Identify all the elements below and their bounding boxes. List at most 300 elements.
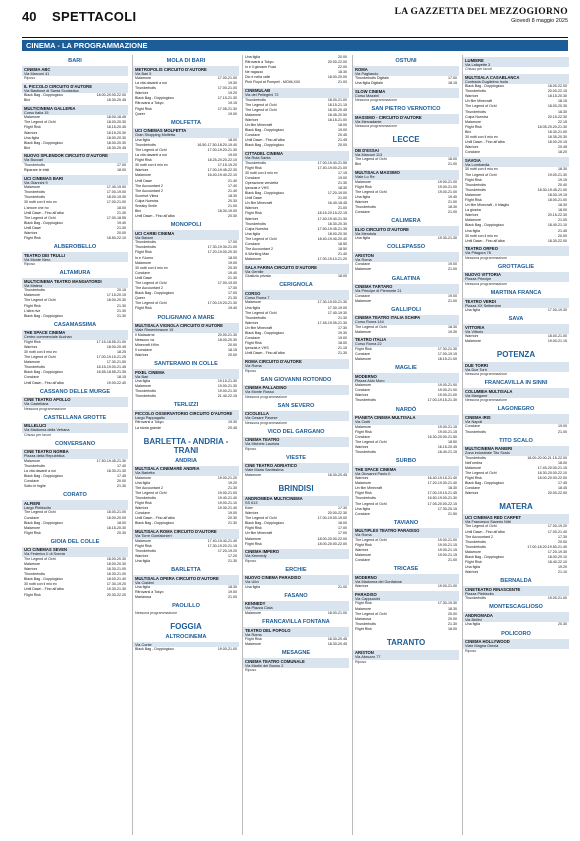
showtimes: 17.30-19.20 <box>106 582 126 587</box>
showtimes: 18.30-20.00-22.10 <box>537 470 567 475</box>
city-heading: COLLEPASSO <box>386 244 426 251</box>
city-heading: FOGGIA <box>170 622 202 632</box>
film-title: 30 notti con il mio ex <box>24 582 57 587</box>
film-title: Warriors <box>135 553 149 558</box>
showtimes: 17.30-19.00 <box>327 305 347 310</box>
film-title: The Accountant 2 <box>135 188 163 193</box>
film-title: Una figlia <box>135 480 150 485</box>
film-title: Flight Risk <box>355 601 372 606</box>
film-title: 30 notti con il mio ex <box>135 265 168 270</box>
page-number: 40 <box>22 9 37 24</box>
film-title: Thunderbolts <box>245 221 266 226</box>
showtime-row <box>133 559 239 564</box>
showtimes: 17.20-19.20 <box>217 548 237 553</box>
showtimes: 18.15 <box>448 81 457 86</box>
cinema-header <box>22 423 128 433</box>
film-title: Thunderbolts <box>355 450 376 454</box>
film-title: Una figlia <box>465 565 480 570</box>
showtimes: 18.00-22.00 <box>547 84 567 89</box>
showtimes: 17.00-19.15-21.30 <box>427 398 457 403</box>
film-title: Malamore <box>245 112 261 117</box>
showtimes: 21.30 <box>228 275 237 280</box>
showtimes: 18.00-18.45 <box>106 115 126 120</box>
masthead: LA GAZZETTA DEL MEZZOGIORNO <box>394 7 568 17</box>
film-title: Malamore <box>245 536 261 541</box>
showtimes: 21.40 <box>228 178 237 183</box>
cinema-address: Viale Magna Grecia <box>465 644 499 649</box>
city-heading: BARI <box>68 58 82 64</box>
cinema-name: UCI CINEMAS RED CARPET <box>465 514 522 520</box>
showtime-row <box>22 531 128 536</box>
film-title: Una figlia <box>355 506 370 511</box>
showtimes: 17.00 <box>117 162 126 167</box>
cinema-name: TEATRO DEI TRULLI <box>24 252 66 258</box>
showtimes: 20.00 <box>228 352 237 357</box>
showtimes: 18.15 <box>228 347 237 352</box>
film-title: Malamore <box>135 173 151 178</box>
cinema-address: Piazza Plebiscito <box>465 591 494 596</box>
film-title: La giostra <box>465 208 481 213</box>
showtimes: 21.30 <box>117 313 126 318</box>
city-heading: SANTERAMO IN COLLE <box>154 361 218 368</box>
cinema-name: TEATRO ITALIA <box>355 337 387 343</box>
showtimes: 19.30 <box>228 81 237 86</box>
film-title: Conclave <box>245 133 260 138</box>
showtimes: 20.00-21.30 <box>217 332 237 337</box>
showtimes: 17.00-19.40-21.55 <box>317 160 347 165</box>
showtimes: 17.15 <box>338 170 347 175</box>
film-title: Until Dawn - Fino all'alba <box>465 529 505 534</box>
showtimes: 18.30-19.45-21.00 <box>537 187 567 192</box>
film-title: Malamore <box>135 76 151 80</box>
showtimes: 21.30 <box>117 210 126 215</box>
cinema-name: CINEMULAB <box>245 88 271 94</box>
film-title: Flight Risk <box>135 106 152 111</box>
showtimes: 20.00-22.30 <box>327 511 347 516</box>
showtimes: 17.30 <box>338 505 347 510</box>
showtimes: 18.00 <box>558 460 567 465</box>
cinema-name: DB D'ESSAI <box>355 147 379 153</box>
cinema-name: ROMA <box>355 66 368 72</box>
film-title: Thunderbolts <box>135 389 156 394</box>
status-note: Riposo <box>245 668 257 673</box>
showtimes: 18.30 <box>448 486 457 491</box>
cinema-name: MULTICINEMA GALLERIA <box>24 105 76 111</box>
film-title: 30 notti con il mio ex <box>24 350 57 354</box>
film-title: Flight Risk <box>24 530 41 535</box>
showtimes: 18.40-22.10 <box>547 560 567 565</box>
showtimes: 21.00 <box>448 267 457 272</box>
cinema-name: ANDROMEDA MULTICINEMA <box>245 496 303 502</box>
cinema-header <box>243 601 349 611</box>
city-heading: CALIMERA <box>391 218 421 225</box>
showtimes: 20.15-22.30 <box>547 213 567 218</box>
showtimes: 19.00-21.00 <box>437 584 457 589</box>
film-title: Una figlia <box>135 379 150 384</box>
cinema-name: KENNEDY <box>245 601 266 607</box>
status-note: Riposo <box>245 368 257 373</box>
showtimes: 20.00 <box>338 55 347 59</box>
city-heading: GALATINA <box>391 275 421 282</box>
film-title: Malamore <box>465 339 481 344</box>
showtimes: 19.00 <box>338 175 347 180</box>
city-heading: POLIGNANO A MARE <box>157 314 215 321</box>
cinema-name: SLOW CINEMA <box>355 88 386 94</box>
showtime-row <box>243 143 349 148</box>
cinema-header <box>243 658 349 668</box>
showtimes: 19.00-21.00 <box>437 393 457 398</box>
issue-date: Giovedì 8 maggio 2025 <box>511 18 568 24</box>
showtimes: 17.20-19.30-21.40 <box>427 481 457 486</box>
film-title: Una figlia <box>135 558 150 563</box>
showtimes: 18.00-21.00 <box>547 197 567 202</box>
cinema-name: CICOLELLA <box>245 411 269 417</box>
cinema-header <box>22 397 128 407</box>
cinema-address: Via Bastione di Santa Scolastica <box>24 88 79 93</box>
showtimes: 16.30-20.00-21.50 <box>427 434 457 439</box>
showtimes: 18.00-20.30 <box>547 104 567 109</box>
cinema-header <box>353 415 459 425</box>
showtime-row <box>22 381 128 386</box>
showtimes: 18.30-20.45 <box>106 98 126 103</box>
showtimes: 17.15-20.15 <box>106 293 126 298</box>
film-title: Thunderbolts <box>355 398 376 403</box>
film-title: Black Bag - Doppiogioco <box>245 521 285 526</box>
city-heading: GIOIA DEL COLLE <box>50 538 100 545</box>
showtimes: 21.00 <box>338 80 347 85</box>
film-title: Thunderbolts <box>465 539 486 544</box>
cinema-address: Via Buccari <box>24 158 44 163</box>
film-title: The Legend of Ochi <box>135 281 167 285</box>
showtimes: 17.00-21.00 <box>106 200 126 205</box>
showtimes: 18.00 <box>448 157 457 162</box>
film-title: The Legend of Ochi <box>24 298 56 303</box>
cinema-name: PIANETA CINEMA MULTISALA <box>355 415 416 421</box>
film-title: The Accountant 2 <box>135 183 163 188</box>
film-title: The Legend of Ochi <box>355 611 387 616</box>
cinema-header <box>133 466 239 476</box>
showtime-row <box>22 146 128 151</box>
showtimes: 17.00-19.00 <box>106 190 126 195</box>
city-heading: GALLIPOLI <box>391 306 421 313</box>
film-title: Flight Risk <box>135 501 152 506</box>
showtimes: 17.00-19.00-19.00 <box>317 516 347 521</box>
showtimes: 19.40 <box>448 194 457 199</box>
showtimes: 17.40-19.00 <box>106 185 126 190</box>
city-heading: CONVERSANO <box>54 440 96 447</box>
film-title: Ritrovarsi a Tokyo <box>135 420 164 425</box>
showtime-row <box>353 584 459 589</box>
cinema-name: CINEMA TEATRO ITALIA SCHIPA <box>355 315 421 321</box>
showtimes: 20.00 <box>117 230 126 235</box>
showtime-row <box>133 647 239 652</box>
cinema-header <box>353 114 459 124</box>
showtimes: 19.30-21.30 <box>437 236 457 241</box>
showtimes: 19.00-21.00 <box>437 179 457 184</box>
cinema-header <box>243 290 349 300</box>
cinema-header <box>353 170 459 180</box>
status-note: Nessuna programmazione <box>245 394 288 399</box>
showtimes: 19.15 <box>558 177 567 182</box>
cinema-header <box>243 575 349 585</box>
showtimes: 18.30-21.00 <box>547 129 567 134</box>
cinema-name: ARISTON <box>355 252 374 258</box>
showtime-row <box>463 308 569 313</box>
film-title: Malamore <box>24 185 40 190</box>
showtimes: 18.30 <box>338 185 347 190</box>
film-title: 30 notti con il mio ex <box>245 170 278 175</box>
showtimes: 19.00-21.15 <box>547 339 567 344</box>
film-title: Until Dawn <box>135 178 153 183</box>
cinema-address: Via Roma <box>355 533 372 538</box>
showtimes: 19.20 <box>228 480 237 485</box>
showtimes: 22.15 <box>558 119 567 124</box>
film-title: Flight Risk <box>355 491 372 496</box>
film-title: Thunderbolts <box>465 429 486 434</box>
cinema-address: Centro commerciale Auchan <box>24 335 72 340</box>
film-title: Malamore <box>355 298 371 303</box>
cinema-address: Via Vittorio <box>465 329 484 334</box>
film-title: Culpa Nuestra <box>465 114 488 119</box>
film-title: The Legend of Ochi <box>465 172 497 177</box>
showtime-row <box>353 81 459 86</box>
showtimes: 19.20 <box>228 91 237 96</box>
film-title: Black Bag - Doppiogioco <box>465 481 505 486</box>
cinema-name: LUMIERE <box>465 57 484 63</box>
showtimes: 17.00-21.40 <box>547 529 567 534</box>
cinema-name: MULTISALA CASABLANCA <box>465 74 520 80</box>
film-title: Conclave <box>465 150 480 155</box>
showtimes: 16.40-19.40-22.10 <box>207 173 237 178</box>
cinema-address: Via Castellana <box>24 402 49 407</box>
film-title: The Accountant 2 <box>245 247 273 252</box>
showtimes: 19.00-21.15 <box>437 429 457 434</box>
showtimes: 17.00 <box>228 240 237 245</box>
showtimes: 19.00 <box>448 293 457 298</box>
film-title: Conclave <box>355 351 370 356</box>
showtimes: 16.50-17.50-18.20-19.40 <box>197 142 237 147</box>
showtime-row <box>353 558 459 563</box>
cinema-address: Largo Plebiscito <box>24 505 52 510</box>
cinema-header <box>353 88 459 98</box>
showtimes: 17.00-19.20 <box>547 524 567 529</box>
film-title: Until Dawn - Fino all'alba <box>24 210 64 215</box>
showtimes: 21.40 <box>338 252 347 257</box>
showtimes: 20.00 <box>558 539 567 544</box>
showtimes: 19.00-21.00 <box>437 184 457 189</box>
showtimes: 19.00 <box>228 153 237 158</box>
cinema-header <box>22 175 128 185</box>
showtime-row <box>463 596 569 601</box>
status-note: Chiuso per lavori <box>24 432 51 437</box>
film-title: The Legend of Ochi <box>245 107 277 112</box>
cinema-header <box>243 411 349 421</box>
cinema-header <box>133 369 239 379</box>
showtimes: 21.30 <box>338 351 347 356</box>
cinema-name: CINEMA TARTARO <box>355 284 393 289</box>
city-heading: TRICASE <box>393 566 419 573</box>
showtime-row <box>133 214 239 219</box>
cinema-header <box>22 278 128 288</box>
film-title: The Legend of Ochi <box>24 215 56 220</box>
film-title: Iyenzak e VHS <box>245 185 269 190</box>
film-title: Una figlia <box>245 231 260 236</box>
showtime-row <box>243 80 349 85</box>
cinema-header <box>463 586 569 596</box>
showtime-row <box>243 585 349 590</box>
showtimes: 20.00 <box>448 611 457 616</box>
film-title: Conclave <box>135 270 150 275</box>
showtimes: 18.00-20.10 <box>547 554 567 559</box>
film-title: Until Dawn - Fino all'alba <box>245 351 285 356</box>
film-title: Malamore <box>245 610 261 615</box>
showtimes: 18.00-20.30 <box>106 135 126 140</box>
showtimes: 18.00-20.00-22.00 <box>537 476 567 481</box>
cinema-name: CINEMA TEATRO COMUNALE <box>245 658 305 664</box>
cinema-address: Via Gentile <box>245 269 264 274</box>
film-title: Malamore <box>465 465 481 470</box>
film-title: La vita davanti a noi <box>24 469 56 474</box>
film-title: Bird <box>355 162 362 167</box>
cinema-address: Viale Rimembranze 15 <box>135 328 174 333</box>
showtimes: 18.30 <box>448 324 457 329</box>
city-heading: VICO DEL GARGANO <box>267 428 325 435</box>
film-title: Until Dawn <box>245 196 263 201</box>
showtimes: 19.00 <box>228 260 237 265</box>
city-heading: CASSANO DELLE MURGE <box>39 388 111 395</box>
cinema-address: Via Cappuccini <box>355 596 381 601</box>
status-note: Nessuna programmazione <box>135 611 178 616</box>
showtimes: 18.50 <box>338 242 347 246</box>
film-title: The Legend of Ochi <box>465 104 497 109</box>
film-title: Black Bag - Doppiogioco <box>465 223 505 228</box>
film-title: Thunderbolts <box>355 621 376 626</box>
city-heading: NARDÒ <box>395 406 417 413</box>
showtimes: 18.20 <box>558 150 567 155</box>
film-title: Iyenzak e VHS <box>245 346 269 351</box>
status-note: Chiuso per lavori <box>465 67 492 71</box>
showtimes: 18.30-20.45 <box>327 472 347 477</box>
showtimes: 20.00-22.00 <box>327 60 347 65</box>
cinema-address: Via Giannini 9 <box>24 180 48 185</box>
showtimes: 17.00-18.55 <box>106 215 126 220</box>
cinema-address: Via dei Pellegrini 72 <box>245 93 279 98</box>
showtimes: 17.40-19.30 <box>327 310 347 315</box>
film-title: Warriors <box>355 476 369 481</box>
showtimes: 16.40-18.45 <box>327 201 347 206</box>
cinema-name: NUOVO SPLENDOR CIRCUITO D'AUTORE <box>24 153 108 159</box>
film-title: Una figlia Digitale <box>355 81 383 86</box>
showtimes: 17.30-19.30 <box>437 601 457 606</box>
cinema-address: Via Ruta Santa <box>245 156 271 160</box>
showtimes: 19.30 <box>448 329 457 334</box>
showtimes: 18.30-22.00 <box>547 238 567 243</box>
showtimes: 18.15 <box>117 375 126 380</box>
film-title: Riparare le tristi <box>24 168 50 173</box>
film-title: Warriors <box>355 584 369 589</box>
showtimes: 19.00-21.00 <box>217 647 237 652</box>
cinema-name: SALA FARINA CIRCUITO D'AUTORE <box>245 264 317 270</box>
film-title: Warriors <box>245 320 259 325</box>
film-title: The Accountant 2 <box>465 534 493 539</box>
film-title: The Legend of Ochi <box>135 147 167 152</box>
showtime-row <box>22 484 128 489</box>
cinema-header <box>463 612 569 622</box>
cinema-name: SAVOIA <box>465 157 481 163</box>
cinema-name: CINE TEATRO ADRIATICO <box>245 463 298 469</box>
showtime-row <box>243 274 349 279</box>
cinema-header <box>353 650 459 660</box>
showtimes: 18.15-19.00-21.45 <box>96 365 126 370</box>
cinema-header <box>22 252 128 262</box>
film-title: Io e l'Uomo <box>135 255 154 260</box>
film-title: Flight Risk <box>135 158 152 163</box>
film-title: Nessuno va <box>135 337 154 342</box>
film-title: Warriors <box>245 216 259 221</box>
film-title: Malamore <box>465 119 481 124</box>
film-title: Mariarosa <box>355 616 371 621</box>
showtimes: 19.00-21.00 <box>437 189 457 194</box>
showtimes: 19.40 <box>117 220 126 225</box>
cinema-address: Via Mercadante <box>355 119 382 124</box>
cinema-header <box>22 547 128 557</box>
showtimes: 20.00 <box>558 233 567 238</box>
city-heading: CERIGNOLA <box>279 282 313 289</box>
film-title: Flight Risk <box>135 543 152 548</box>
showtimes: 19.40 <box>228 306 237 311</box>
status-note: Nessuna programmazione <box>245 420 288 425</box>
showtimes: 19.00-21.00 <box>437 388 457 393</box>
showtimes: 21.30 <box>117 484 126 489</box>
showtimes: 18.00-20.00 <box>327 75 347 80</box>
showtime-row <box>353 627 459 632</box>
cinema-address: Via Kennedy <box>245 554 267 559</box>
film-title: Thunderbolts <box>24 190 45 195</box>
showtimes: 21.30 <box>117 303 126 308</box>
film-title: Warriors <box>465 94 479 99</box>
showtimes: 17.00-19.15-21.45 <box>427 491 457 496</box>
showtimes: 18.30-21.00 <box>106 567 126 572</box>
showtime-row <box>353 450 459 455</box>
city-heading: TERLIZZI <box>173 402 199 409</box>
cinema-header <box>243 264 349 274</box>
film-title: Flight Risk <box>465 476 482 481</box>
film-title: Conclave <box>245 175 260 180</box>
cinema-name: ROMA CIRCUITO D'AUTORE <box>245 359 302 364</box>
cinema-header <box>463 272 569 282</box>
cinema-address: Via Monte Rosso <box>245 390 274 395</box>
showtimes: 17.00-21.00 <box>217 76 237 80</box>
cinema-address: Corso Roma 144 <box>355 320 384 325</box>
film-title: Thunderbolts <box>24 463 45 468</box>
showtimes: 17.15-18.55-21.00 <box>96 339 126 344</box>
cinema-address: Via Bellini <box>465 617 482 622</box>
showtimes: 17.40-19.00-21.00 <box>317 165 347 170</box>
showtimes: 21.00 <box>448 210 457 215</box>
status-note: Nessuna programmazione <box>465 398 508 403</box>
showtimes: 17.00-19.30 <box>547 308 567 312</box>
showtimes: 20.00-22.00 <box>547 491 567 496</box>
cinema-header <box>463 74 569 84</box>
film-title: Flight Risk <box>465 177 482 182</box>
city-heading: SAN PIETRO VERNOTICO <box>371 106 441 113</box>
film-title: Sotto le foglie <box>24 484 46 489</box>
film-title: Il conclave <box>135 347 152 352</box>
film-title: Warriors <box>245 206 259 211</box>
showtimes: 18.00-20.30 <box>106 120 126 125</box>
showtime-row <box>243 473 349 478</box>
film-title: Until Dawn - Fino all'alba <box>24 587 64 592</box>
